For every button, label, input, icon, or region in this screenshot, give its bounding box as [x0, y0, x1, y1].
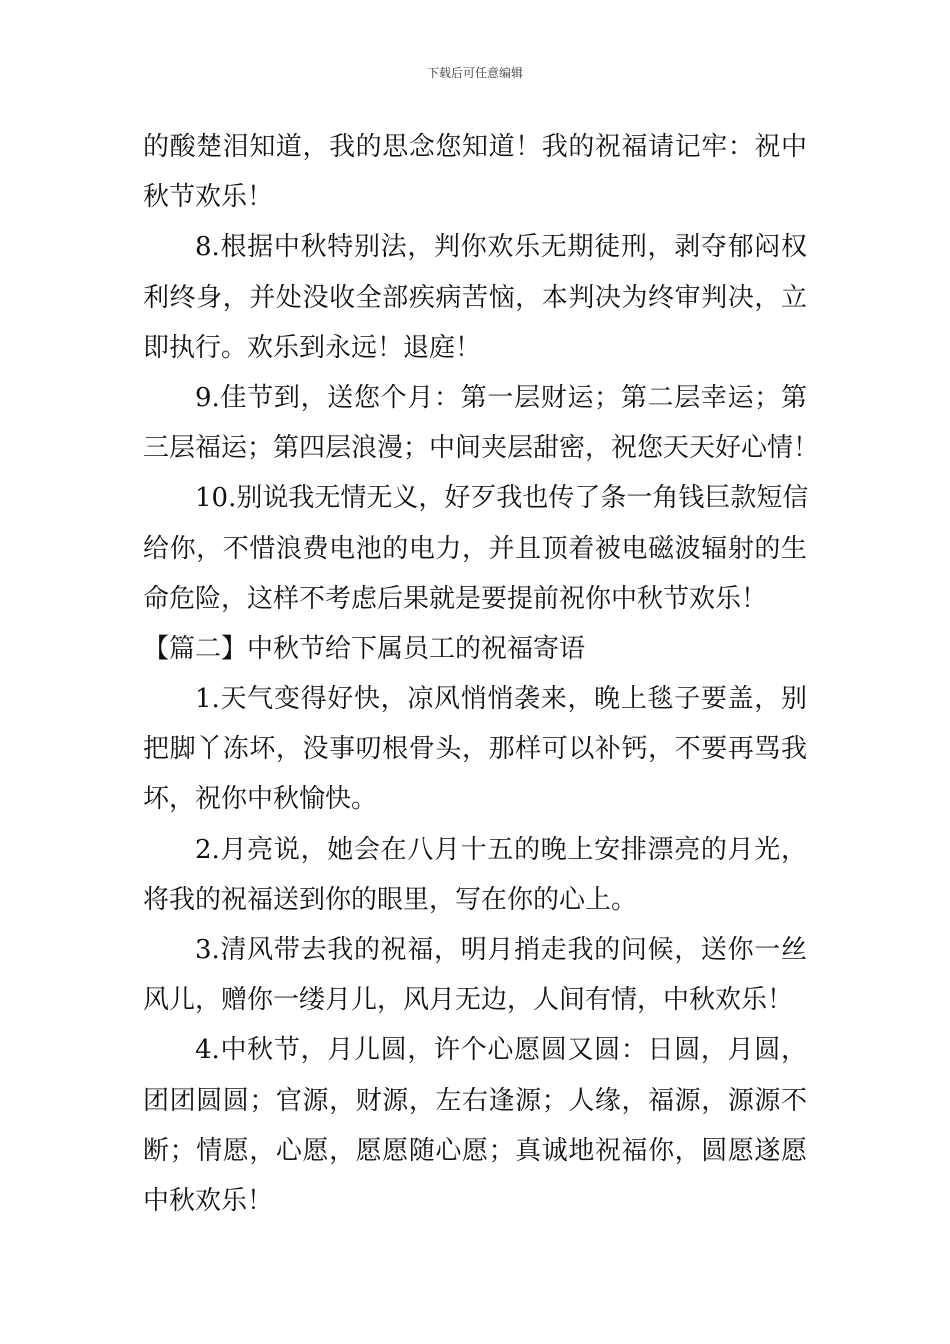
text-line: 三层福运；第四层浪漫；中间夹层甜密，祝您天天好心情！ — [143, 433, 820, 464]
text-line: 中秋欢乐！ — [143, 1185, 274, 1216]
document-body — [143, 122, 820, 1226]
text-line: 9.佳节到，送您个月：第一层财运；第二层幸运；第 — [195, 382, 807, 413]
text-line: 2.月亮说，她会在八月十五的晚上安排漂亮的月光， — [195, 834, 807, 865]
text-line: 断；情愿，心愿，愿愿随心愿；真诚地祝福你，圆愿遂愿 — [143, 1135, 807, 1166]
text-line: 10.别说我无情无义，好歹我也传了条一角钱巨款短信 — [195, 483, 809, 514]
text-line: 利终身，并处没收全部疾病苦恼，本判决为终审判决，立 — [143, 282, 807, 313]
text-line: 给你，不惜浪费电池的电力，并且顶着被电磁波辐射的生 — [143, 533, 807, 564]
text-line: 坏，祝你中秋愉快。 — [143, 784, 378, 815]
text-line: 即执行。欢乐到永远！退庭！ — [143, 332, 482, 363]
text-line: 把脚丫冻坏，没事叨根骨头，那样可以补钙，不要再骂我 — [143, 734, 807, 765]
text-line: 3.清风带去我的祝福，明月捎走我的问候，送你一丝 — [195, 935, 807, 965]
page-header: 下载后可任意编辑 — [426, 66, 523, 80]
text-line: 的酸楚泪知道，我的思念您知道！我的祝福请记牢：祝中 — [143, 132, 807, 162]
text-line: 1.天气变得好快，凉风悄悄袭来，晚上毯子要盖，别 — [195, 684, 807, 715]
text-line: 秋节欢乐！ — [143, 182, 274, 213]
text-line: 风儿，赠你一缕月儿，风月无边，人间有情，中秋欢乐！ — [143, 985, 794, 1016]
text-line: 团团圆圆；官源，财源，左右逢源；人缘，福源，源源不 — [143, 1085, 807, 1116]
text-line: 命危险，这样不考虑后果就是要提前祝你中秋节欢乐！ — [143, 583, 768, 614]
text-line: 4.中秋节，月儿圆，许个心愿圆又圆：日圆，月圆， — [195, 1035, 807, 1066]
text-line: 【篇二】中秋节给下属员工的祝福寄语 — [143, 633, 586, 664]
text-line: 8.根据中秋特别法，判你欢乐无期徒刑，剥夺郁闷权 — [195, 232, 807, 263]
text-line: 将我的祝福送到你的眼里，写在你的心上。 — [143, 884, 638, 915]
